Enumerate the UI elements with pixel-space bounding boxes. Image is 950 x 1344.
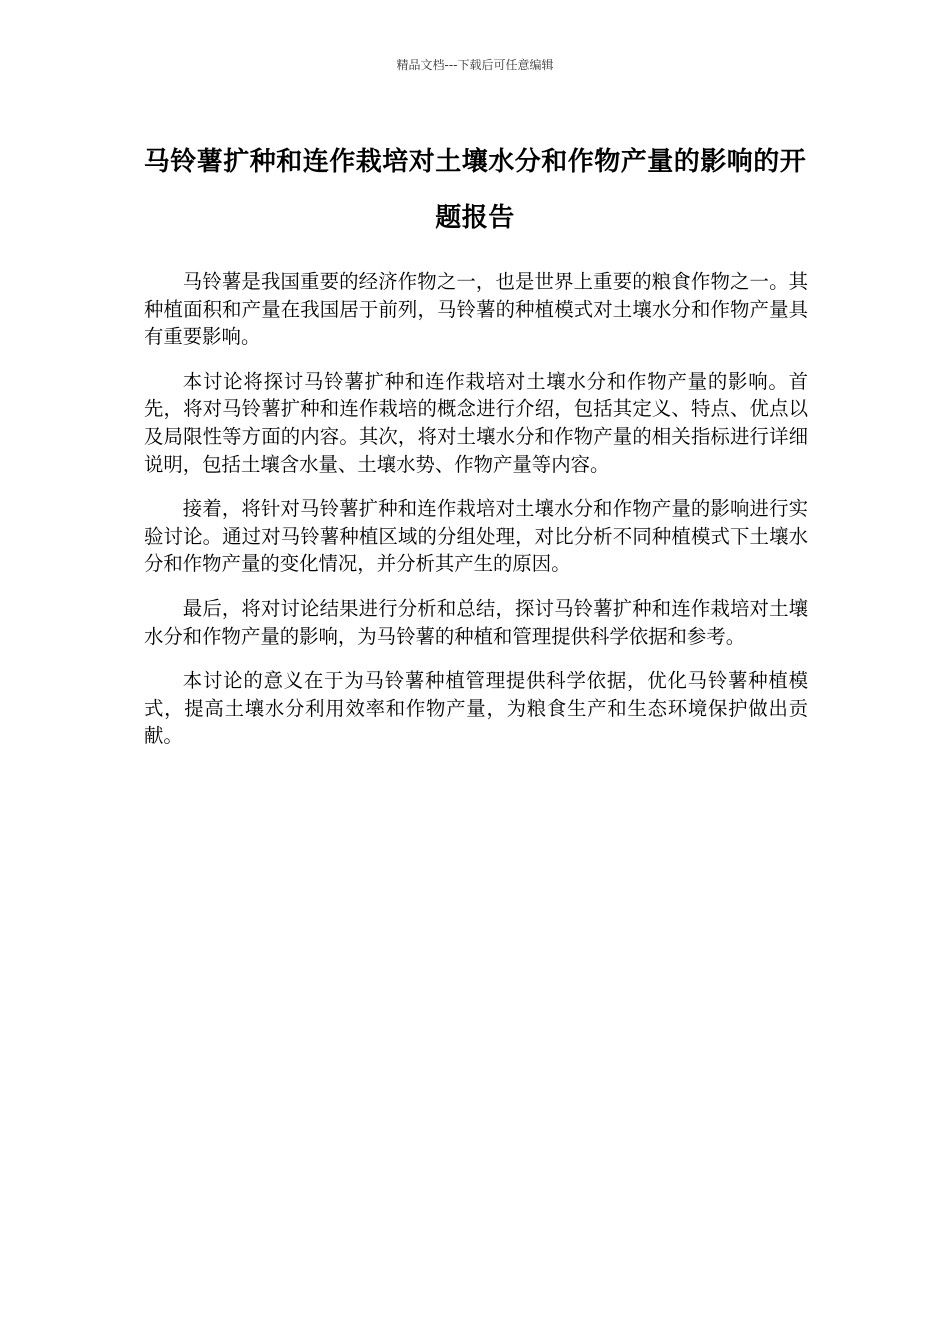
paragraph-2: 本讨论将探讨马铃薯扩种和连作栽培对土壤水分和作物产量的影响。首先，将对马铃薯扩种和连作栽培的概念进行介绍，包括其定义、特点、优点以及局限性等方面的内容。其次，将对土壤水分和作物产量的相关指标进行详细说明，包括土壤含水量、土壤水势、作物产量等内容。 bbox=[144, 369, 808, 476]
header-note: 精品文档---下载后可任意编辑 bbox=[396, 58, 554, 72]
paragraph-4: 最后，将对讨论结果进行分析和总结，探讨马铃薯扩种和连作栽培对土壤水分和作物产量的影响，为马铃薯的种植和管理提供科学依据和参考。 bbox=[144, 596, 808, 648]
document-body bbox=[144, 268, 808, 767]
paragraph-1: 马铃薯是我国重要的经济作物之一，也是世界上重要的粮食作物之一。其种植面积和产量在我国居于前列，马铃薯的种植模式对土壤水分和作物产量具有重要影响。 bbox=[144, 270, 808, 349]
document-title: 马铃薯扩种和连作栽培对土壤水分和作物产量的影响的开题报告 bbox=[143, 147, 807, 233]
paragraph-3: 接着，将针对马铃薯扩种和连作栽培对土壤水分和作物产量的影响进行实验讨论。通过对马铃薯种植区域的分组处理，对比分析不同种植模式下土壤水分和作物产量的变化情况，并分析其产生的原因。 bbox=[144, 497, 808, 576]
paragraph-5: 本讨论的意义在于为马铃薯种植管理提供科学依据，优化马铃薯种植模式，提高土壤水分利用效率和作物产量，为粮食生产和生态环境保护做出贡献。 bbox=[144, 669, 808, 748]
